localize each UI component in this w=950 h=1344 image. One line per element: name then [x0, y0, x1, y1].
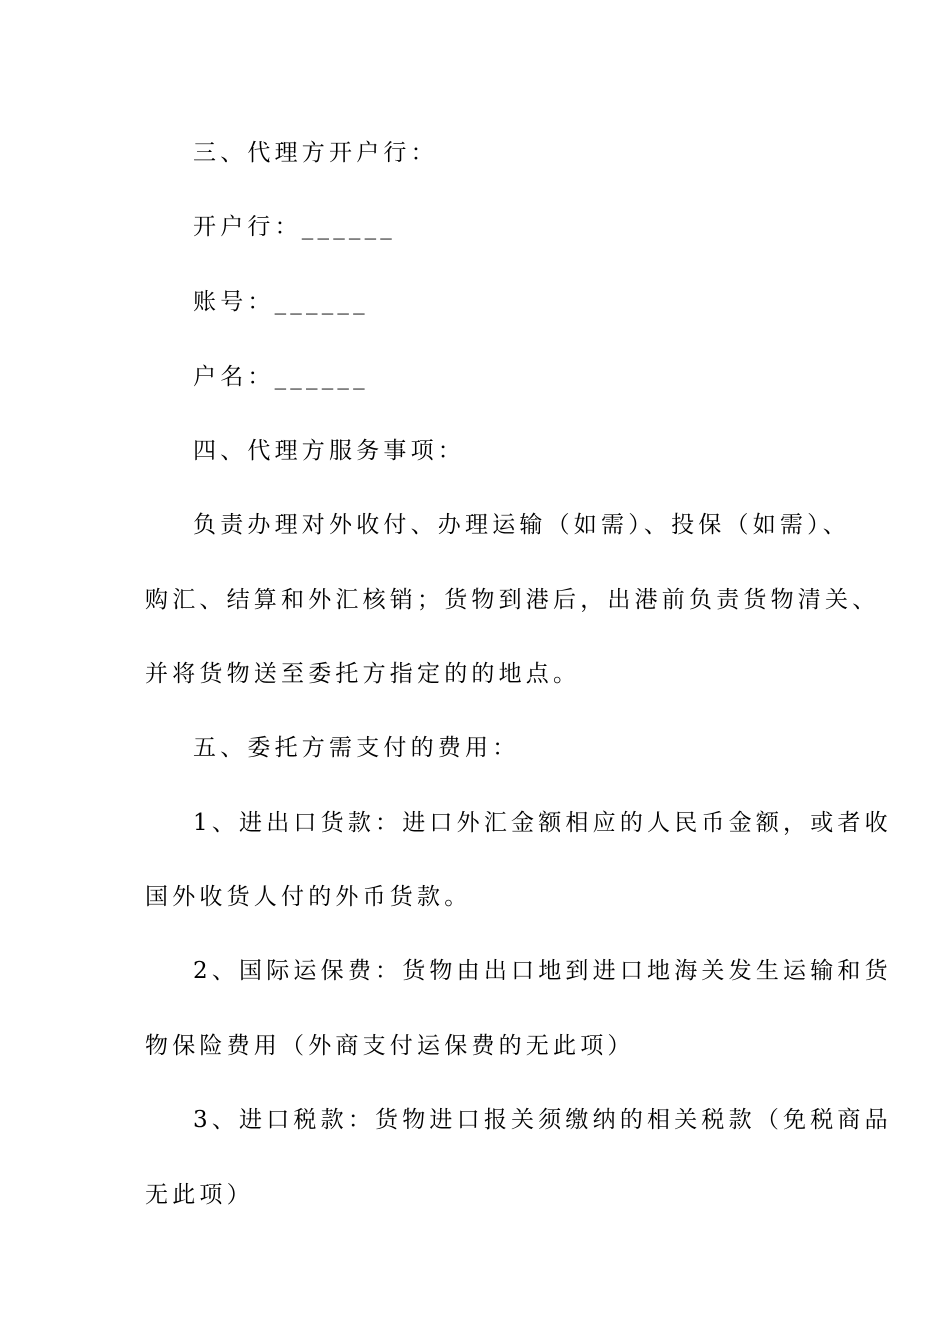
- account-holder-field: 户名：______: [193, 364, 369, 390]
- bank-name-field: 开户行：______: [193, 214, 396, 240]
- paragraph-line: 物保险费用（外商支付运保费的无此项）: [145, 1033, 635, 1059]
- paragraph-line: 国外收货人付的外币货款。: [145, 884, 472, 910]
- paragraph-line: 无此项）: [145, 1182, 254, 1208]
- paragraph-line: 负责办理对外收付、办理运输（如需）、投保（如需）、: [193, 512, 850, 538]
- paragraph-line: 1、进出口货款：进口外汇金额相应的人民币金额，或者收: [193, 810, 892, 836]
- account-number-field: 账号：______: [193, 289, 369, 315]
- section-heading-fees: 五、委托方需支付的费用：: [193, 735, 520, 761]
- section-heading-services: 四、代理方服务事项：: [193, 438, 465, 464]
- paragraph-line: 购汇、结算和外汇核销；货物到港后，出港前负责货物清关、: [145, 587, 880, 613]
- paragraph-line: 并将货物送至委托方指定的的地点。: [145, 661, 581, 687]
- paragraph-line: 2、国际运保费：货物由出口地到进口地海关发生运输和货: [193, 958, 892, 984]
- section-heading-bank: 三、代理方开户行：: [193, 140, 438, 166]
- paragraph-line: 3、进口税款：货物进口报关须缴纳的相关税款（免税商品: [193, 1107, 892, 1133]
